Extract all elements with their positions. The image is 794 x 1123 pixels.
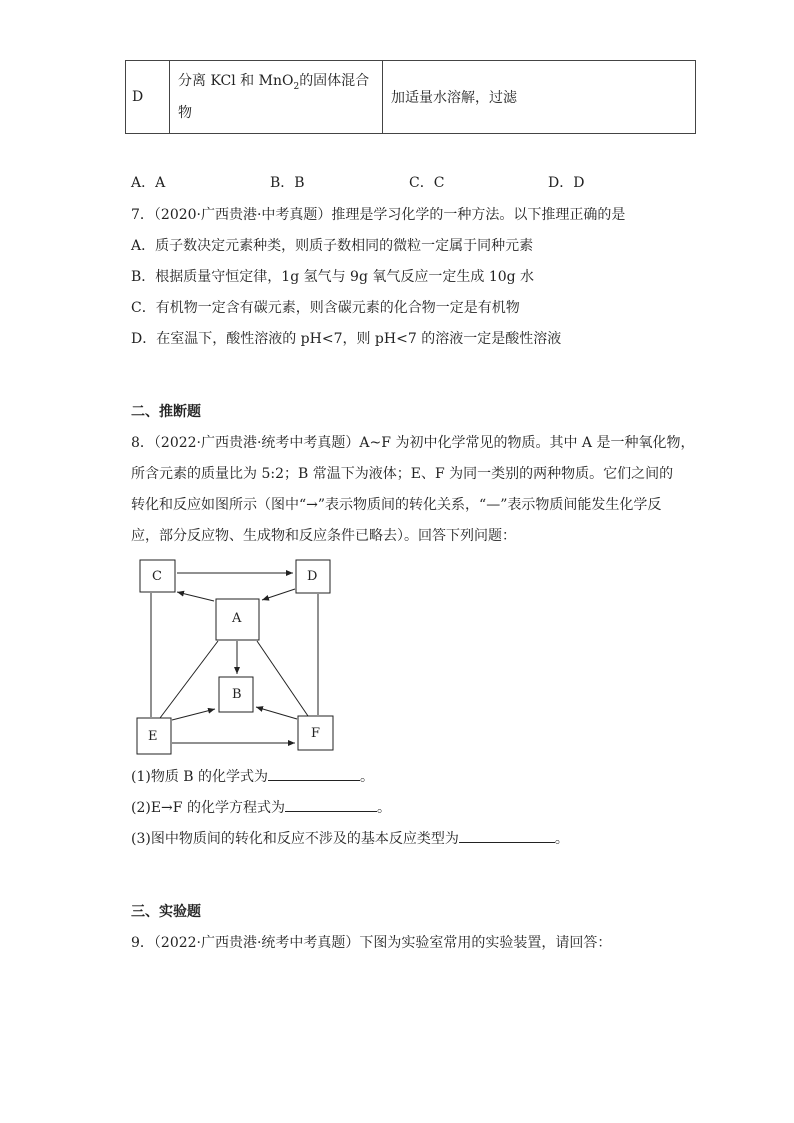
q8-sub3-text: (3)图中物质间的转化和反应不涉及的基本反应类型为 — [131, 831, 459, 847]
q8-sub1 — [131, 766, 374, 786]
q8-sub2-text: (2)E→F 的化学方程式为 — [131, 800, 285, 816]
arrow-f-to-b — [256, 707, 297, 719]
section-title-inference: 二、推断题 — [131, 404, 201, 420]
node-label-e: E — [148, 729, 158, 744]
node-label-a: A — [232, 611, 242, 626]
q7-option-a[interactable]: A．质子数决定元素种类，则质子数相同的微粒一定属于同种元素 — [131, 238, 534, 254]
q9-stem: 9．（2022·广西贵港·统考中考真题）下图为实验室常用的实验装置，请回答： — [131, 935, 612, 951]
node-label-f: F — [311, 726, 321, 741]
q8-sub1-text: (1)物质 B 的化学式为 — [131, 769, 269, 785]
task-text-post: 的固体混合物 — [178, 73, 370, 121]
answer-blank-1[interactable] — [268, 766, 360, 781]
node-label-b: B — [232, 687, 242, 702]
node-label-c: C — [152, 569, 162, 584]
task-subscript: 2 — [293, 81, 300, 92]
table-cell-letter: D — [126, 61, 170, 134]
q6-option-c[interactable]: C．C — [409, 175, 445, 191]
q8-sub1-end: 。 — [360, 769, 375, 785]
q8-sub2-end: 。 — [376, 800, 391, 816]
table-cell-method: 加适量水溶解，过滤 — [383, 61, 696, 134]
q8-sub3-end: 。 — [554, 831, 569, 847]
section-title-experiment: 三、实验题 — [131, 904, 201, 920]
arrow-d-to-a — [262, 589, 295, 600]
q8-stem-line1: 8．（2022·广西贵港·统考中考真题）A~F 为初中化学常见的物质。其中 A 是一种氧化物， — [131, 435, 695, 451]
line-a-f — [257, 641, 308, 716]
q7-option-b[interactable]: B．根据质量守恒定律，1g 氢气与 9g 氧气反应一定生成 10g 水 — [131, 269, 535, 285]
q6-option-a[interactable]: A．A — [131, 175, 166, 191]
arrow-e-to-b — [172, 709, 215, 720]
q8-stem-line2: 所含元素的质量比为 5:2；B 常温下为液体；E、F 为同一类别的两种物质。它们之间的 — [131, 466, 674, 482]
q6-option-b[interactable]: B．B — [270, 175, 305, 191]
q7-option-d[interactable]: D．在室温下，酸性溶液的 pH<7，则 pH<7 的溶液一定是酸性溶液 — [131, 331, 562, 347]
answer-blank-2[interactable] — [285, 797, 377, 812]
q7-stem: 7．（2020·广西贵港·中考真题）推理是学习化学的一种方法。以下推理正确的是 — [131, 207, 626, 223]
node-label-d: D — [307, 569, 318, 584]
q7-option-c[interactable]: C．有机物一定含有碳元素，则含碳元素的化合物一定是有机物 — [131, 300, 520, 316]
q8-sub3 — [131, 828, 569, 848]
q8-stem-line4: 应，部分反应物、生成物和反应条件已略去）。回答下列问题： — [131, 528, 516, 544]
task-text-pre: 分离 KCl 和 MnO — [178, 73, 294, 90]
q8-sub2 — [131, 797, 391, 817]
line-a-e — [160, 641, 218, 718]
q8-stem-line3: 转化和反应如图所示（图中“→”表示物质间的转化关系，“—”表示物质间能发生化学反 — [131, 497, 662, 513]
answer-blank-3[interactable] — [459, 828, 555, 843]
q6-option-d[interactable]: D．D — [548, 175, 585, 191]
arrow-a-to-c — [177, 592, 214, 601]
